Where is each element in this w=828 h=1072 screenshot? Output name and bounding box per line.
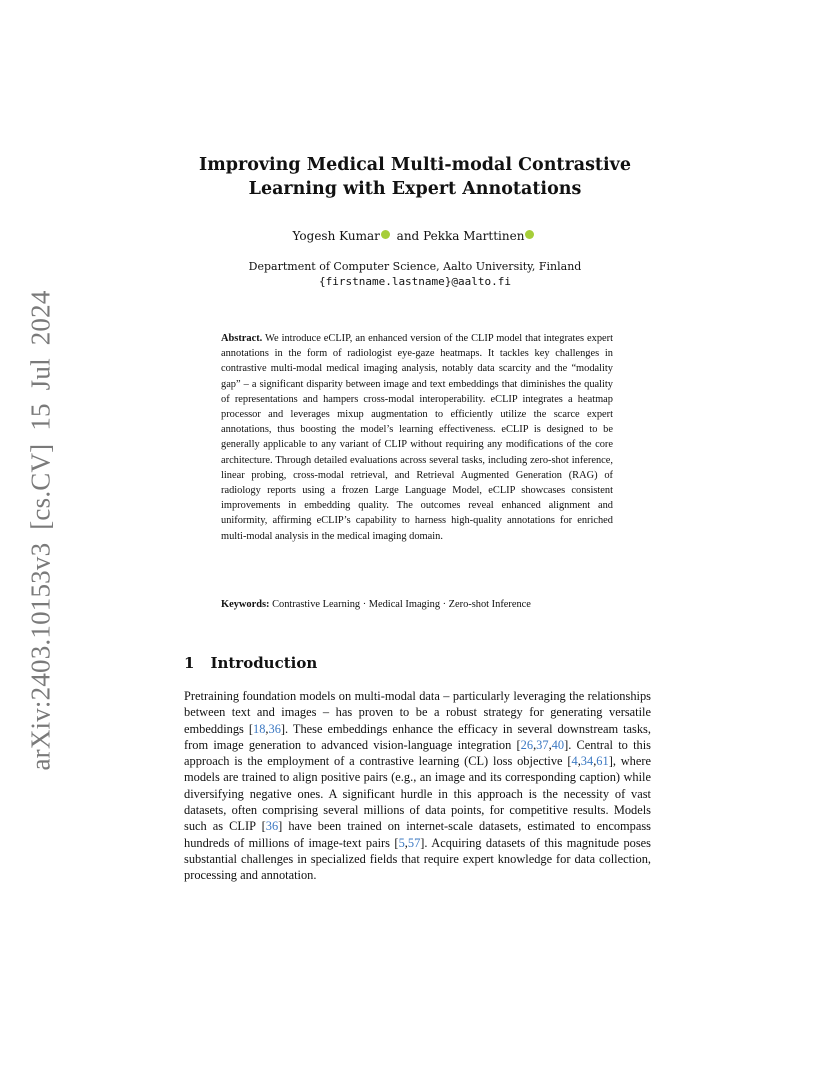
abstract — [221, 331, 613, 544]
intro-text: ]. These embeddings enhance the efficacy in several downstream tasks, from image generation to advanced vision-language integration [ — [184, 721, 651, 752]
citation-link[interactable]: 36 — [268, 721, 281, 736]
section-heading — [184, 654, 654, 672]
citation-separator: , — [577, 754, 581, 769]
citation-link[interactable]: 36 — [265, 819, 279, 834]
arxiv-identifier-text: arXiv:2403.10153v3 [cs.CV] 15 Jul 2024 — [25, 289, 56, 771]
author-2: Pekka Marttinen — [423, 229, 525, 243]
paper-title — [150, 153, 680, 201]
citation-link[interactable]: 18 — [253, 721, 266, 736]
citation-link[interactable]: 40 — [551, 737, 565, 752]
citation-link[interactable]: 5 — [398, 835, 405, 850]
citation-separator: , — [533, 737, 537, 752]
intro-text: Pretraining foundation models on multi-modal data – particularly leveraging the relationships between text and images – has proven to be a robust strategy for generating versatile embeddings [ — [184, 689, 651, 736]
arxiv-identifier — [16, 290, 66, 770]
intro-text: ] have been trained on internet-scale datasets, estimated to encompass hundreds of millions of image-text pairs [ — [184, 819, 652, 850]
affiliation: Department of Computer Science, Aalto University, Finland — [248, 260, 582, 273]
abstract-text: We introduce eCLIP, an enhanced version of the CLIP model that integrates expert annotations in the form of radiologist eye-gaze heatmaps. It tackles key challenges in contrastive multi-modal medical imaging analysis, notably data scarcity and the “modality gap” – a significant disparity between image and text embeddings that diminishes the quality of representations and hampers cross-modal interoperability. eCLIP integrates a heatmap processor and leverages mixup augmentation to efficiently utilize the scarce expert annotations, thus boosting the model’s learning effectiveness. eCLIP is designed to be generally applicable to any variant of CLIP without requiring any modifications of the core architecture. Through detailed evaluations across several tasks, including zero-shot inference, linear probing, cross-modal retrieval, and Retrieval Augmented Generation (RAG) of radiology reports using a frozen Large Language Model, eCLIP showcases consistent improvements in embedding quality. The outcomes reveal enhanced alignment and uniformity, affirming eCLIP’s capability to harness high-quality annotations for enriched multi-modal analysis in the medical imaging domain. — [221, 333, 613, 542]
citation-link[interactable]: 37 — [536, 737, 549, 752]
section-number: 1 — [184, 654, 195, 672]
title-line-2: Learning with Expert Annotations — [248, 179, 582, 199]
orcid-icon[interactable] — [525, 230, 534, 239]
title-line-1: Improving Medical Multi-modal Contrastive — [199, 155, 631, 175]
author-1: Yogesh Kumar — [292, 229, 380, 243]
orcid-icon[interactable] — [381, 230, 390, 239]
citation-separator: , — [265, 721, 269, 736]
affiliation-block — [150, 259, 680, 289]
citation-link[interactable]: 61 — [596, 754, 609, 769]
citation-separator: , — [548, 737, 552, 752]
citation-link[interactable]: 26 — [520, 737, 534, 752]
citation-link[interactable]: 34 — [580, 754, 594, 769]
section-title: Introduction — [210, 654, 318, 672]
citation-separator: , — [593, 754, 597, 769]
citation-link[interactable]: 4 — [571, 754, 578, 769]
intro-text: ], where models are trained to align positive pairs (e.g., an image and its corresponding caption) while diversifying negative ones. A significant hurdle in this approach is the necessity of vast datasets, often comprising several millions of data points, for competitive results. Models such as CLIP [ — [184, 754, 652, 834]
intro-text: ]. Acquiring datasets of this magnitude poses substantial challenges in specialized fields that require expert knowledge for data collection, processing and annotation. — [184, 835, 652, 883]
authors — [150, 229, 680, 243]
citation-separator: , — [404, 835, 408, 850]
keywords-text: Contrastive Learning · Medical Imaging · Zero-shot Inference — [272, 599, 531, 610]
citation-link[interactable]: 57 — [407, 835, 421, 850]
introduction-paragraph — [184, 688, 651, 884]
intro-text: ]. Central to this approach is the employment of a contrastive learning (CL) loss objective [ — [184, 737, 652, 769]
author-conjunction: and — [396, 229, 420, 243]
keywords — [221, 597, 613, 612]
keywords-label: Keywords: — [221, 599, 270, 610]
email: {firstname.lastname}@aalto.fi — [318, 275, 512, 288]
abstract-label: Abstract. — [221, 333, 263, 344]
